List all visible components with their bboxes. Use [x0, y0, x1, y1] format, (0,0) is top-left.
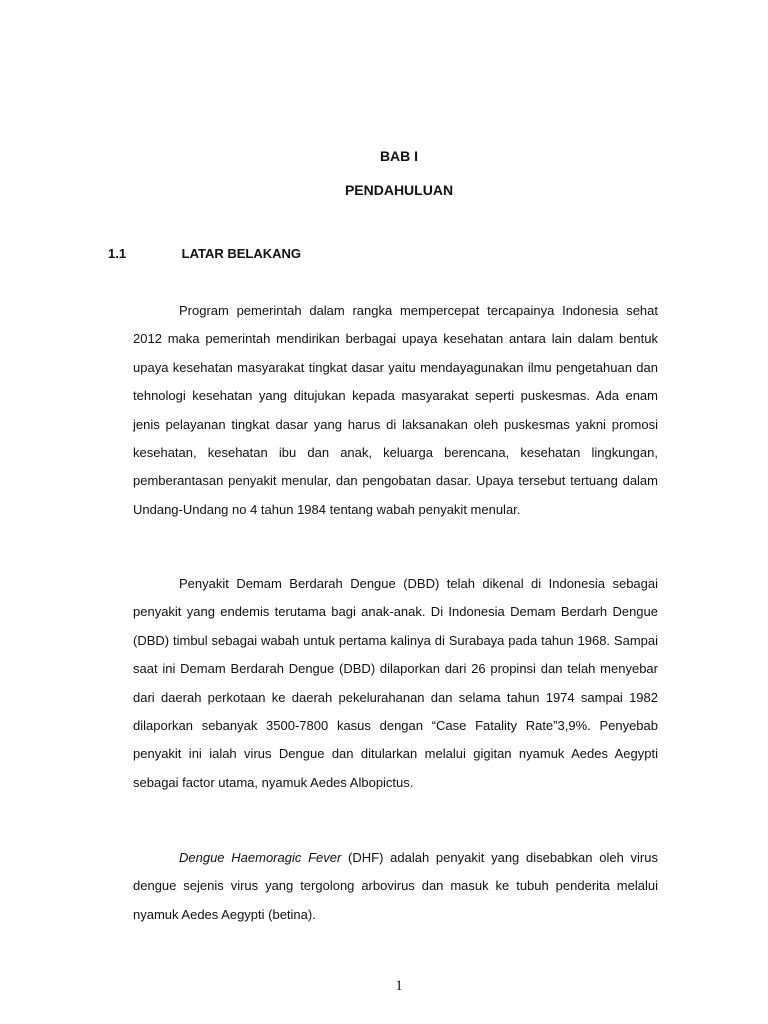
section-title: LATAR BELAKANG	[181, 246, 302, 261]
paragraph-1: Program pemerintah dalam rangka mempercepat tercapainya Indonesia sehat 2012 maka pemerintah mendirikan berbagai upaya kesehatan antara lain dalam bentuk upaya kesehatan masyarakat tingkat dasar yaitu mendayagunakan ilmu pengetahuan dan tehnologi kesehatan yang ditujukan kepada masyarakat seperti puskesmas. Ada enam jenis pelayanan tingkat dasar yang harus di laksanakan oleh puskesmas yakni promosi kesehatan, kesehatan ibu dan anak, keluarga berencana, kesehatan lingkungan, pemberantasan penyakit menular, dan pengobatan dasar. Upaya tersebut tertuang dalam Undang-Undang no 4 tahun 1984 tentang wabah penyakit menular.	[133, 303, 658, 517]
dhf-term: Dengue Haemoragic Fever	[179, 850, 342, 865]
page-number: 1	[395, 978, 403, 994]
section-number: 1.1	[108, 246, 127, 261]
section-heading	[108, 246, 301, 261]
paragraph-3-block	[133, 844, 658, 929]
paragraph-3-text: (DHF) adalah penyakit yang disebabkan oleh virus dengue sejenis virus yang tergolong arbovirus dan masuk ke tubuh penderita melalui nyamuk Aedes Aegypti (betina).	[133, 850, 658, 922]
paragraph-1-block	[133, 297, 658, 524]
paragraph-3	[133, 844, 658, 929]
chapter-title: PENDAHULUAN	[344, 182, 454, 198]
chapter-number: BAB I	[379, 148, 419, 164]
paragraph-2: Penyakit Demam Berdarah Dengue (DBD) telah dikenal di Indonesia sebagai penyakit yang endemis terutama bagi anak-anak. Di Indonesia Demam Berdarh Dengue (DBD) timbul sebagai wabah untuk pertama kalinya di Surabaya pada tahun 1968. Sampai saat ini Demam Berdarah Dengue (DBD) dilaporkan dari 26 propinsi dan telah menyebar dari daerah perkotaan ke daerah pekelurahanan dan selama tahun 1974 sampai 1982 dilaporkan sebanyak 3500-7800 kasus dengan “Case Fatality Rate”3,9%. Penyebab penyakit ini ialah virus Dengue dan ditularkan melalui gigitan nyamuk Aedes Aegypti sebagai factor utama, nyamuk Aedes Albopictus.	[133, 576, 658, 790]
paragraph-2-block	[133, 570, 658, 797]
